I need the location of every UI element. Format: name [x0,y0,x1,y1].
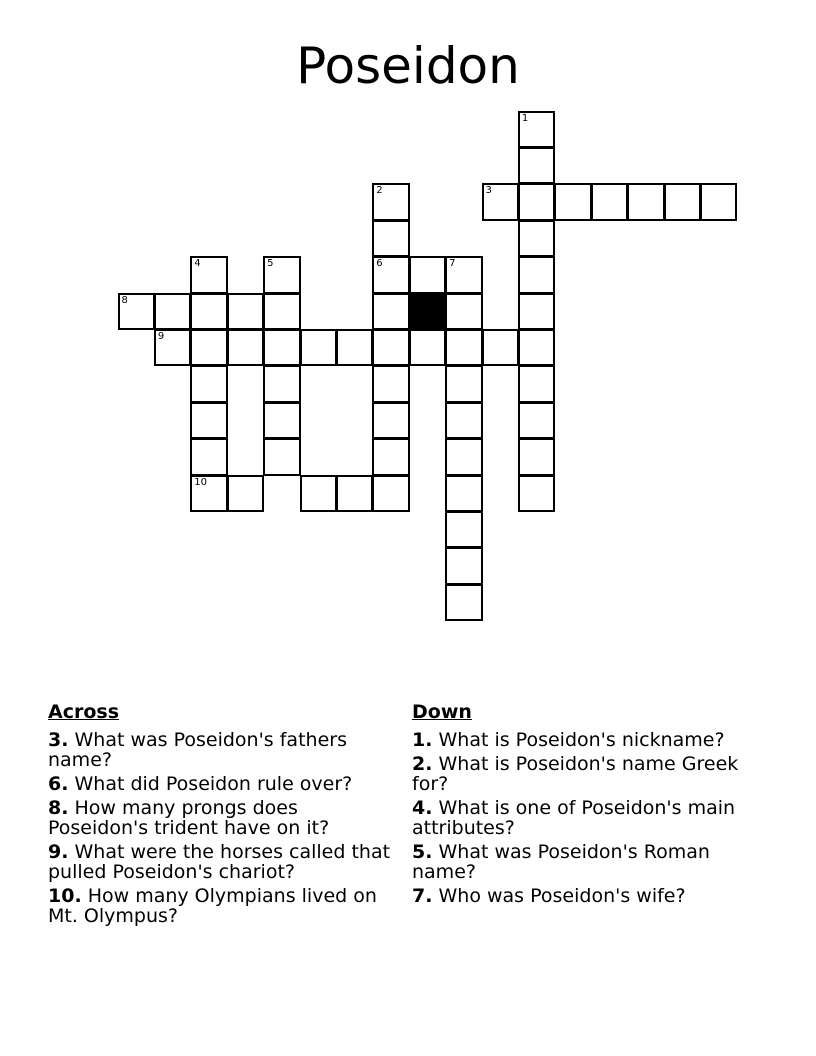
grid-cell[interactable] [263,402,301,440]
grid-cell[interactable] [445,365,483,403]
clue-text: Who was Poseidon's wife? [438,885,686,907]
grid-cell[interactable] [372,293,410,331]
grid-cell[interactable] [445,438,483,476]
grid-cell[interactable] [445,256,483,294]
grid-cell[interactable] [263,329,301,367]
clue-number: 5. [412,841,433,863]
grid-cell[interactable] [154,293,192,331]
grid-cell[interactable] [372,438,410,476]
clue-number: 8. [48,797,69,819]
clue-text: What was Poseidon's fathers name? [48,729,347,771]
grid-cell[interactable] [227,475,265,513]
grid-cell[interactable] [518,111,556,149]
clue-number: 2. [412,753,433,775]
grid-cell[interactable] [190,329,228,367]
grid-cell[interactable] [190,256,228,294]
grid-cell[interactable] [591,183,629,221]
grid-cell[interactable] [518,365,556,403]
grid-block [409,293,447,331]
clue-text: What is Poseidon's nickname? [438,729,725,751]
grid-cell[interactable] [300,329,338,367]
grid-cell[interactable] [518,220,556,258]
grid-cell[interactable] [372,402,410,440]
cell-number: 6 [376,258,383,270]
across-heading: Across [48,701,120,723]
clue-text: What is one of Poseidon's main attributes? [412,797,736,839]
grid-cell[interactable] [227,293,265,331]
clue-number: 3. [48,729,69,751]
grid-cell[interactable] [518,147,556,185]
clue-across-8 [48,798,393,838]
grid-cell[interactable] [627,183,665,221]
grid-cell[interactable] [263,256,301,294]
cell-number: 10 [194,476,208,488]
clue-across-10 [48,886,393,926]
clue-number: 9. [48,841,69,863]
grid-cell[interactable] [190,475,228,513]
clue-text: What was Poseidon's Roman name? [412,841,710,883]
grid-cell[interactable] [190,402,228,440]
clue-text: What were the horses called that pulled Poseidon's chariot? [48,841,391,883]
clue-down-7 [412,886,757,906]
cell-number: 1 [521,112,529,124]
grid-cell[interactable] [445,511,483,549]
grid-cell[interactable] [409,256,447,294]
grid-cell[interactable] [518,475,556,513]
cell-number: 8 [121,294,128,306]
grid-cell[interactable] [190,438,228,476]
grid-cell[interactable] [372,365,410,403]
puzzle-title: Poseidon [296,37,520,95]
grid-cell[interactable] [445,584,483,622]
clue-text: How many Olympians lived on Mt. Olympus? [48,885,377,927]
grid-cell[interactable] [372,183,410,221]
grid-cell[interactable] [154,329,192,367]
cell-number: 4 [194,258,201,270]
cell-number: 9 [157,330,165,342]
grid-cell[interactable] [227,329,265,367]
grid-cell[interactable] [372,329,410,367]
cell-number: 3 [485,185,492,197]
grid-cell[interactable] [482,183,520,221]
clue-text: How many prongs does Poseidon's trident have on it? [48,797,330,839]
clue-across-6 [48,774,393,794]
cell-number: 5 [267,258,274,270]
grid-cell[interactable] [372,475,410,513]
clue-text: What did Poseidon rule over? [74,773,353,795]
clue-down-4 [412,798,757,838]
grid-cell[interactable] [372,256,410,294]
grid-cell[interactable] [518,402,556,440]
clue-across-3 [48,730,393,770]
clue-number: 7. [412,885,433,907]
grid-cell[interactable] [518,329,556,367]
grid-cell[interactable] [518,293,556,331]
grid-cell[interactable] [190,293,228,331]
grid-cell[interactable] [445,293,483,331]
clue-number: 1. [412,729,433,751]
grid-cell[interactable] [445,547,483,585]
grid-cell[interactable] [554,183,592,221]
grid-cell[interactable] [445,329,483,367]
across-clues [48,700,393,930]
grid-cell[interactable] [700,183,738,221]
clue-down-5 [412,842,757,882]
grid-cell[interactable] [300,475,338,513]
grid-cell[interactable] [372,220,410,258]
grid-cell[interactable] [445,475,483,513]
clue-number: 10. [48,885,82,907]
grid-cell[interactable] [445,402,483,440]
grid-cell[interactable] [518,183,556,221]
grid-cell[interactable] [190,365,228,403]
cell-number: 7 [449,258,456,270]
grid-cell[interactable] [263,293,301,331]
clue-text: What is Poseidon's name Greek for? [412,753,739,795]
grid-cell[interactable] [518,438,556,476]
clue-number: 6. [48,773,69,795]
down-heading: Down [412,701,472,723]
grid-cell[interactable] [518,256,556,294]
grid-cell[interactable] [482,329,520,367]
grid-cell[interactable] [336,475,374,513]
grid-cell[interactable] [263,365,301,403]
clue-down-2 [412,754,757,794]
clue-across-9 [48,842,393,882]
grid-cell[interactable] [664,183,702,221]
grid-cell[interactable] [336,329,374,367]
grid-cell[interactable] [263,438,301,476]
cell-number: 2 [376,185,383,197]
down-clues [412,700,757,910]
clue-number: 4. [412,797,433,819]
clue-down-1 [412,730,757,750]
grid-cell[interactable] [409,329,447,367]
grid-cell[interactable] [118,293,156,331]
